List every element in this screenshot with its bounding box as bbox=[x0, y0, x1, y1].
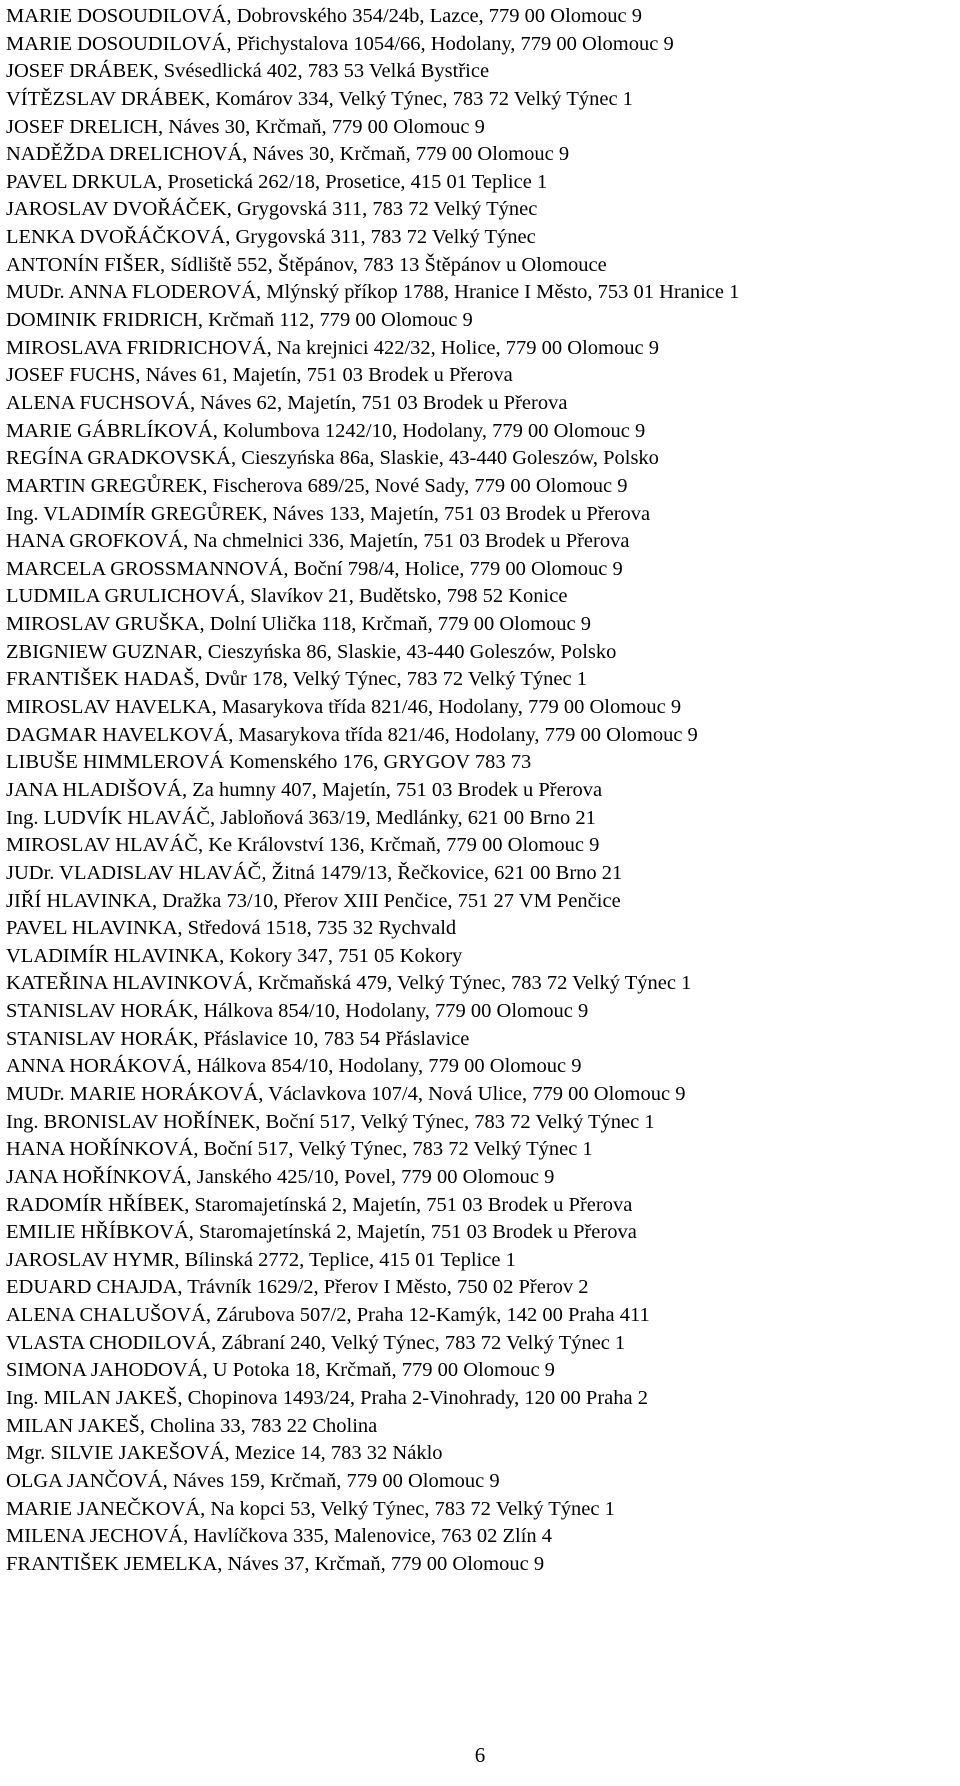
list-item: VLADIMÍR HLAVINKA, Kokory 347, 751 05 Kokory bbox=[6, 944, 463, 967]
list-item: VÍTĚZSLAV DRÁBEK, Komárov 334, Velký Týnec, 783 72 Velký Týnec 1 bbox=[6, 87, 633, 110]
page-number: 6 bbox=[474, 1743, 486, 1767]
list-item: EDUARD CHAJDA, Trávník 1629/2, Přerov I Město, 750 02 Přerov 2 bbox=[6, 1276, 589, 1299]
list-item: PAVEL DRKULA, Prosetická 262/18, Prosetice, 415 01 Teplice 1 bbox=[6, 170, 548, 193]
list-item: DAGMAR HAVELKOVÁ, Masarykova třída 821/46, Hodolany, 779 00 Olomouc 9 bbox=[6, 723, 698, 746]
list-item: SIMONA JAHODOVÁ, U Potoka 18, Krčmaň, 779 00 Olomouc 9 bbox=[6, 1359, 555, 1382]
list-item: DOMINIK FRIDRICH, Krčmaň 112, 779 00 Olomouc 9 bbox=[6, 309, 473, 332]
list-item: Ing. LUDVÍK HLAVÁČ, Jabloňová 363/19, Medlánky, 621 00 Brno 21 bbox=[6, 806, 596, 829]
list-item: ANNA HORÁKOVÁ, Hálkova 854/10, Hodolany, 779 00 Olomouc 9 bbox=[6, 1055, 582, 1078]
list-item: MILENA JECHOVÁ, Havlíčkova 335, Malenovice, 763 02 Zlín 4 bbox=[6, 1525, 553, 1548]
list-item: ANTONÍN FIŠER, Sídliště 552, Štěpánov, 783 13 Štěpánov u Olomouce bbox=[6, 253, 607, 276]
list-item: JANA HLADIŠOVÁ, Za humny 407, Majetín, 751 03 Brodek u Přerova bbox=[6, 778, 603, 801]
list-item: PAVEL HLAVINKA, Středová 1518, 735 32 Rychvald bbox=[6, 917, 457, 940]
list-item: MARIE DOSOUDILOVÁ, Přichystalova 1054/66, Hodolany, 779 00 Olomouc 9 bbox=[6, 32, 674, 55]
list-item: JANA HOŘÍNKOVÁ, Janského 425/10, Povel, 779 00 Olomouc 9 bbox=[6, 1165, 555, 1188]
list-item: Ing. BRONISLAV HOŘÍNEK, Boční 517, Velký Týnec, 783 72 Velký Týnec 1 bbox=[6, 1110, 655, 1133]
list-item: RADOMÍR HŘÍBEK, Staromajetínská 2, Majetín, 751 03 Brodek u Přerova bbox=[6, 1193, 633, 1216]
list-item: MARTIN GREGŮREK, Fischerova 689/25, Nové Sady, 779 00 Olomouc 9 bbox=[6, 474, 628, 497]
list-item: ALENA CHALUŠOVÁ, Zárubova 507/2, Praha 12-Kamýk, 142 00 Praha 411 bbox=[6, 1304, 650, 1327]
list-item: KATEŘINA HLAVINKOVÁ, Krčmaňská 479, Velký Týnec, 783 72 Velký Týnec 1 bbox=[6, 972, 692, 995]
list-item: ALENA FUCHSOVÁ, Náves 62, Majetín, 751 03 Brodek u Přerova bbox=[6, 391, 568, 414]
list-item: NADĚŽDA DRELICHOVÁ, Náves 30, Krčmaň, 779 00 Olomouc 9 bbox=[6, 143, 570, 166]
list-item: Ing. MILAN JAKEŠ, Chopinova 1493/24, Praha 2-Vinohrady, 120 00 Praha 2 bbox=[6, 1387, 648, 1410]
list-item: MARIE JANEČKOVÁ, Na kopci 53, Velký Týnec, 783 72 Velký Týnec 1 bbox=[6, 1497, 615, 1520]
list-item: JUDr. VLADISLAV HLAVÁČ, Žitná 1479/13, Řečkovice, 621 00 Brno 21 bbox=[6, 861, 623, 884]
list-item: Ing. VLADIMÍR GREGŮREK, Náves 133, Majetín, 751 03 Brodek u Přerova bbox=[6, 502, 651, 525]
list-item: MILAN JAKEŠ, Cholina 33, 783 22 Cholina bbox=[6, 1414, 378, 1437]
list-item: LENKA DVOŘÁČKOVÁ, Grygovská 311, 783 72 Velký Týnec bbox=[6, 226, 536, 249]
list-item: REGÍNA GRADKOVSKÁ, Cieszyńska 86a, Slaskie, 43-440 Goleszów, Polsko bbox=[6, 447, 659, 470]
list-item: MARIE GÁBRLÍKOVÁ, Kolumbova 1242/10, Hodolany, 779 00 Olomouc 9 bbox=[6, 419, 646, 442]
list-item: MIROSLAV HLAVÁČ, Ke Království 136, Krčmaň, 779 00 Olomouc 9 bbox=[6, 834, 600, 857]
list-item: STANISLAV HORÁK, Hálkova 854/10, Hodolany, 779 00 Olomouc 9 bbox=[6, 1000, 589, 1023]
list-item: HANA HOŘÍNKOVÁ, Boční 517, Velký Týnec, 783 72 Velký Týnec 1 bbox=[6, 1138, 593, 1161]
list-item: MIROSLAVA FRIDRICHOVÁ, Na krejnici 422/32, Holice, 779 00 Olomouc 9 bbox=[6, 336, 659, 359]
list-item: MIROSLAV GRUŠKA, Dolní Ulička 118, Krčmaň, 779 00 Olomouc 9 bbox=[6, 613, 591, 636]
list-item: JOSEF FUCHS, Náves 61, Majetín, 751 03 Brodek u Přerova bbox=[6, 364, 513, 387]
list-item: Mgr. SILVIE JAKEŠOVÁ, Mezice 14, 783 32 Náklo bbox=[6, 1442, 443, 1465]
list-item: JOSEF DRELICH, Náves 30, Krčmaň, 779 00 Olomouc 9 bbox=[6, 115, 485, 138]
list-item: OLGA JANČOVÁ, Náves 159, Krčmaň, 779 00 Olomouc 9 bbox=[6, 1469, 500, 1492]
list-item: MIROSLAV HAVELKA, Masarykova třída 821/46, Hodolany, 779 00 Olomouc 9 bbox=[6, 696, 682, 719]
list-item: JAROSLAV DVOŘÁČEK, Grygovská 311, 783 72 Velký Týnec bbox=[6, 198, 538, 221]
list-item: MARIE DOSOUDILOVÁ, Dobrovského 354/24b, Lazce, 779 00 Olomouc 9 bbox=[6, 5, 642, 27]
list-item: JIŘÍ HLAVINKA, Dražka 73/10, Přerov XIII Penčice, 751 27 VM Penčice bbox=[6, 889, 621, 912]
list-item: JAROSLAV HYMR, Bílinská 2772, Teplice, 415 01 Teplice 1 bbox=[6, 1248, 516, 1271]
list-item: LUDMILA GRULICHOVÁ, Slavíkov 21, Budětsko, 798 52 Konice bbox=[6, 585, 568, 608]
list-item: LIBUŠE HIMMLEROVÁ Komenského 176, GRYGOV 783 73 bbox=[6, 751, 532, 774]
address-list bbox=[6, 3, 956, 1579]
list-item: JOSEF DRÁBEK, Svésedlická 402, 783 53 Velká Bystřice bbox=[6, 60, 490, 83]
list-item: VLASTA CHODILOVÁ, Zábraní 240, Velký Týnec, 783 72 Velký Týnec 1 bbox=[6, 1331, 626, 1354]
list-item: STANISLAV HORÁK, Přáslavice 10, 783 54 Přáslavice bbox=[6, 1027, 470, 1050]
list-item: MUDr. ANNA FLODEROVÁ, Mlýnský příkop 1788, Hranice I Město, 753 01 Hranice 1 bbox=[6, 281, 740, 304]
list-item: MARCELA GROSSMANNOVÁ, Boční 798/4, Holice, 779 00 Olomouc 9 bbox=[6, 557, 623, 580]
list-item: MUDr. MARIE HORÁKOVÁ, Václavkova 107/4, Nová Ulice, 779 00 Olomouc 9 bbox=[6, 1082, 686, 1105]
list-item: FRANTIŠEK HADAŠ, Dvůr 178, Velký Týnec, 783 72 Velký Týnec 1 bbox=[6, 668, 587, 691]
list-item: EMILIE HŘÍBKOVÁ, Staromajetínská 2, Majetín, 751 03 Brodek u Přerova bbox=[6, 1221, 637, 1244]
list-item: HANA GROFKOVÁ, Na chmelnici 336, Majetín, 751 03 Brodek u Přerova bbox=[6, 530, 630, 553]
list-item: ZBIGNIEW GUZNAR, Cieszyńska 86, Slaskie, 43-440 Goleszów, Polsko bbox=[6, 640, 617, 663]
list-item: FRANTIŠEK JEMELKA, Náves 37, Krčmaň, 779 00 Olomouc 9 bbox=[6, 1552, 545, 1575]
